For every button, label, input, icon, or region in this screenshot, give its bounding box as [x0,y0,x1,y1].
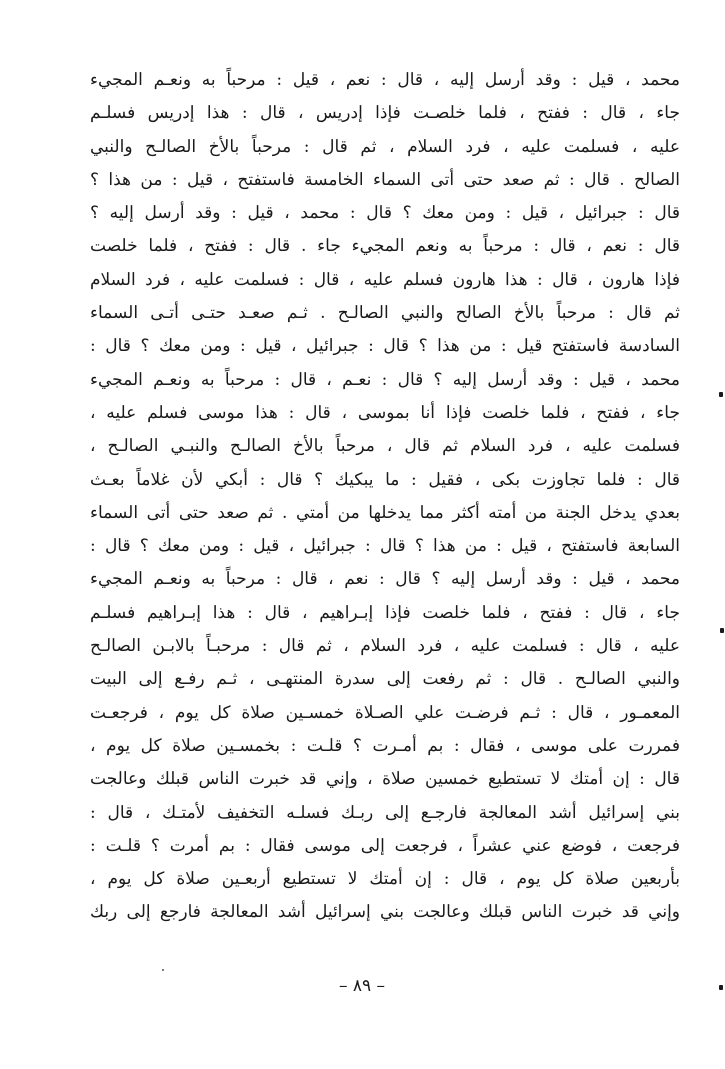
text-line: بعدي يدخل الجنة من أمته أكثر مما يدخلها من أمتي . ثم صعد حتى أتى السماء [90,502,680,523]
page-number: – ٨٩ – [338,976,386,996]
text-line: محمد ، قيل : وقد أرسل إليه ؟ قال : نعـم ، قال : مرحباً به ونعـم المجيء [90,369,680,390]
text-line: قال : جبرائيل ، قيل : ومن معك ؟ قال : محمد ، قيل : وقد أرسل إليه ؟ [90,203,680,224]
text-line: السادسة فاستفتح قيل : من هذا ؟ قال : جبرائيل ، قيل : ومن معك ؟ قال : [90,336,680,357]
text-line: فسلمت عليه ، فرد السلام ثم قال ، مرحباً بالأخ الصالـح والنبـي الصالـح ، [90,436,680,457]
text-line: والنبي الصالـح . قال : ثم رفعت إلى سدرة المنتهـى ، ثـم رفـع إلى البيت [90,669,680,690]
text-line: وإني قد خبرت الناس قبلك وعالجت بني إسرائيل أشد المعالجة فارجع إلى ربك [90,902,680,923]
text-line: محمد ، قيل : وقد أرسل إليه ؟ قال : نعم ، قال : مرحباً به ونعـم المجيء [90,569,680,590]
text-line: بني إسرائيل أشد المعالجة فارجـع إلى ربـك فسلـه التخفيف لأمتـك ، قال : [90,802,680,823]
text-line: فمررت على موسى ، فقال : بم أمـرت ؟ قلـت : بخمسـين صلاة كل يوم ، [90,735,680,756]
text-line: المعمـور ، قال : ثـم فرضـت علي الصـلاة خمسـين صلاة كل يوم ، فرجعـت [90,702,680,723]
text-line: جاء ، ففتح ، فلما خلصت فإذا أنا بموسى ، قال : هذا موسى فسلم عليه ، [90,402,680,423]
text-line: قال : نعم ، قال : مرحباً به ونعم المجيء جاء . قال : ففتح ، فلما خلصت [90,236,680,257]
margin-mark [720,628,724,633]
text-line: محمد ، قيل : وقد أرسل إليه ، قال : نعم ، قيل : مرحباً به ونعـم المجيء [90,70,680,90]
text-line: قال : إن أمتك لا تستطيع خمسين صلاة ، وإني قد خبرت الناس قبلك وعالجت [90,769,680,790]
text-line: عليه ، فسلمت عليه ، فرد السلام ، ثم قال : مرحباً بالأخ الصالـح والنبي [90,136,680,157]
text-line: ثم قال : مرحباً بالأخ الصالح والنبي الصالـح . ثـم صعـد حتـى أتـى السماء [90,303,680,324]
margin-mark [719,985,723,990]
text-line: عليه ، قال : فسلمت عليه ، فرد السلام ، ثم قال : مرحبـاً بالابـن الصالـح [90,636,680,657]
text-line: بأربعين صلاة كل يوم ، قال : إن أمتك لا تستطيع أربعـين صلاة كل يوم ، [90,869,680,890]
text-line: السابعة فاستفتح ، قيل : من هذا ؟ قال : جبرائيل ، قيل : ومن معك ؟ قال : [90,536,680,557]
margin-mark [719,392,723,397]
text-line: جاء ، قال : ففتح ، فلما خلصـت فإذا إدريس ، قال : هذا إدريس فسلـم [90,103,680,124]
text-line: فرجعت ، فوضع عني عشراً ، فرجعت إلى موسى فقال : بم أمرت ؟ قلـت : [90,835,680,856]
text-line: قال : فلما تجاوزت بكى ، فقيل : ما يبكيك ؟ قال : أبكي لأن غلاماً بعـث [90,469,680,490]
text-line: الصالح . قال : ثم صعد حتى أتى السماء الخامسة فاستفتح ، قيل : من هذا ؟ [90,169,680,190]
print-speck [162,969,164,971]
text-line: جاء ، قال : ففتح ، فلما خلصت فإذا إبـراهيم ، قال : هذا إبـراهيم فسلـم [90,602,680,623]
body-text [90,64,680,930]
text-line: فإذا هارون ، قال : هذا هارون فسلم عليه ، قال : فسلمت عليه ، فرد السلام [90,269,680,290]
